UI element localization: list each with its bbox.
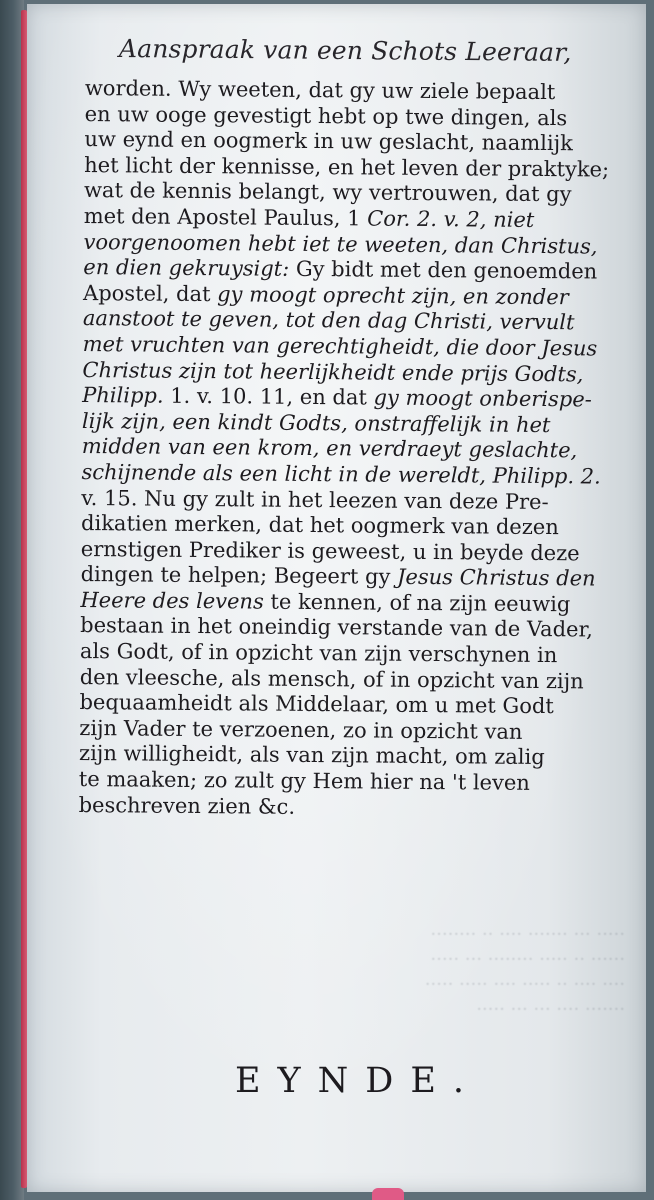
roman-segment: beschreven zien &c. [78,792,296,819]
roman-segment: Gy bidt met den genoemden [295,257,598,284]
italic-segment: en dien gekruysigt: [83,255,297,282]
italic-segment: aanstoot te geven, tot den dag Christi, vervult [82,306,575,335]
italic-segment: midden van een krom, en verdraeyt geslachte, [81,434,578,463]
italic-segment: Philipp. [82,383,171,408]
italic-segment: Christus zijn tot heerlijkheidt ende prijs Godts, [82,357,584,386]
book-page [27,4,646,1192]
roman-segment: bequaamheidt als Middelaar, om u met Godt [79,690,554,719]
roman-segment: den vleesche, als mensch, of in opzicht van zijn [79,664,584,694]
italic-segment: gy moogt oprecht zijn, en zonder [217,281,569,309]
sermon-body-text [79,76,646,823]
text-line [79,793,646,824]
italic-segment: Cor. 2. v. 2, niet [367,206,535,232]
roman-segment: Apostel, dat [83,280,218,306]
roman-segment: worden. Wy weeten, dat gy uw ziele bepaalt [84,76,556,105]
eynde-ending: EYNDE. [235,1061,482,1101]
roman-segment: wat de kennis belangt, wy vertrouwen, dat gy [83,178,572,207]
roman-segment: zijn Vader te verzoenen, zo in opzicht van [79,715,523,744]
roman-segment: dingen te helpen; Begeert gy [80,562,398,590]
italic-segment: Jesus Christus den [396,565,596,591]
roman-segment: 1. v. 10. 11, en dat [170,383,374,410]
italic-segment: met vruchten van gerechtigheidt, die door Jesus [82,331,598,361]
roman-segment: te maaken; zo zult gy Hem hier na 't leven [78,767,530,795]
italic-segment: schijnende als een licht in de wereldt, Philipp. 2. [81,459,601,489]
roman-segment: bestaan in het oneindig verstande van de Vader, [80,613,594,642]
roman-segment: zijn willigheidt, als van zijn macht, om zalig [78,741,545,770]
italic-segment: gy moogt onberispe- [373,385,592,412]
show-through-text: ····· ··· ······· ···· ·· ········ ······ ·· ····· ········ ··· ····· ···· ···· ·· ····· ···· ····· ····· ······· ···· ··· ··· ····· [424,924,625,1020]
roman-segment: en uw ooge gevestigt hebt op twe dingen, als [84,101,568,130]
roman-segment: ernstigen Prediker is geweest, u in beyde deze [80,536,580,566]
roman-segment: het licht der kennisse, en het leven der praktyke; [84,152,610,182]
roman-segment: met den Apostel Paulus, 1 [83,203,368,231]
roman-segment: uw eynd en oogmerk in uw geslacht, naamlijk [84,127,573,156]
italic-segment: lijk zijn, een kindt Godts, onstraffelijk in het [81,408,551,437]
roman-segment: als Godt, of in opzicht van zijn verschynen in [79,639,558,668]
roman-segment: v. 15. Nu gy zult in het leezen van deze Pre- [81,485,549,514]
pink-bottom-mark [372,1188,404,1200]
running-head: Aanspraak van een Schots Leeraar, [118,34,572,67]
roman-segment: te kennen, of na zijn eeuwig [270,589,571,617]
italic-segment: Heere des levens [80,587,271,614]
roman-segment: dikatien merken, dat het oogmerk van dezen [80,511,559,540]
italic-segment: voorgenoomen hebt iet te weeten, dan Christus, [83,229,598,259]
